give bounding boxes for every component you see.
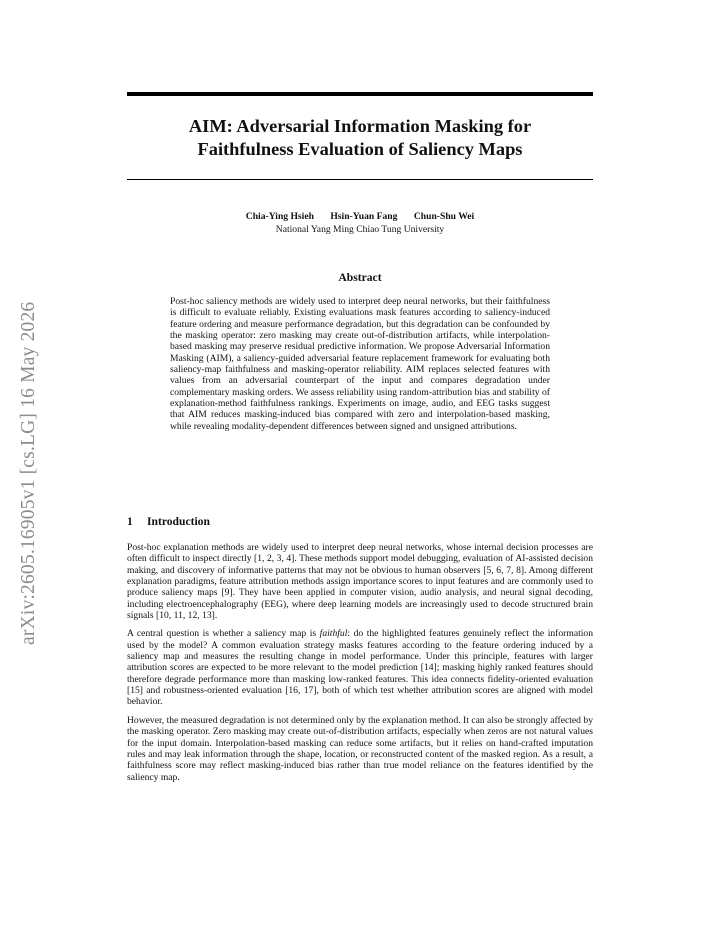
paragraph-2-start: A central question is whether a saliency map is [127,628,320,640]
emphasized-term: faithful [319,628,348,640]
paper-title [127,115,593,161]
author-name: Chun-Shu Wei [413,211,475,222]
paragraph-2-rest: : do the highlighted features genuinely reflect the information used by the model? A common evaluation strategy masks features according to the feature ordering induced by a saliency map and measures the resulting change in model performance. Under this principle, features with larger attribution scores are expected to be more relevant to the model prediction [14]; masking highly ranked features should therefore degrade performance more than masking low-ranked features. This idea connects fidelity-oriented evaluation [15] and robustness-oriented evaluation [16, 17], both of which test whether attribution scores are aligned with model behavior. [127,628,593,708]
paragraph-3: However, the measured degradation is not determined only by the explanation method. It can also be strongly affected by the masking operator. Zero masking may create out-of-distribution artifacts, especially when zeros are not natural values for the input domain. Interpolation-based masking can reduce some artifacts, but it relies on hand-crafted imputation rules and may leak information through the shape, location, or reconstructed content of the masked region. As a result, a faithfulness score may reflect masking-induced bias rather than true model reliance on the features identified by the saliency map. [127,714,593,783]
title-bottom-rule [127,179,593,180]
arxiv-identifier-stamp: arXiv:2605.16905v1 [cs.LG] 16 May 2026 [18,301,39,645]
paragraph-2 [127,628,593,707]
section-title: Introduction [147,515,210,528]
author-list [127,211,593,223]
title-line-1: AIM: Adversarial Information Masking for [188,116,532,136]
paragraph-1: Post-hoc explanation methods are widely used to interpret deep neural networks, whose internal decision processes are often difficult to inspect directly [1, 2, 3, 4]. These methods support model debugging, evaluation of AI-assisted decision making, and discovery of informative patterns that may not be obvious to human observers [5, 6, 7, 8]. Among different explanation paradigms, feature attribution methods assign importance scores to input features and are commonly used to produce saliency maps [9]. They have been applied in computer vision, audio analysis, and neural signal decoding, including electroencephalography (EEG), where deep learning models are increasingly used to decode structured brain signals [10, 11, 12, 13]. [127,542,593,622]
title-line-2: Faithfulness Evaluation of Saliency Maps [197,139,523,159]
author-name: Hsin-Yuan Fang [330,211,398,222]
abstract-text: Post-hoc saliency methods are widely used to interpret deep neural networks, but their faithfulness is difficult to evaluate reliably. Existing evaluations mask features according to saliency-induced feature ordering and measure performance degradation, but this degradation can be confounded by the masking operator: zero masking may create out-of-distribution artifacts, while interpolation-based masking may preserve residual predictive information. We propose Adversarial Information Masking (AIM), a saliency-guided adversarial feature replacement framework for evaluating both saliency-map faithfulness and masking-operator reliability. AIM replaces selected features with values from an adversarial counterpart of the input and compares degradation under complementary masking orders. We assess reliability using random-attribution bias and stability of explanation-method faithfulness rankings. Experiments on image, audio, and EEG tasks suggest that AIM reduces masking-induced bias compared with zero and interpolation-based masking, while revealing modality-dependent differences between signed and unsigned attributions. [170,296,550,432]
abstract-heading: Abstract [338,271,382,284]
introduction-body [127,542,593,790]
author-affiliation: National Yang Ming Chiao Tung University [275,224,445,235]
title-top-rule [127,92,593,96]
section-number: 1 [127,515,133,528]
section-heading-introduction [127,515,210,529]
author-name: Chia-Ying Hsieh [245,211,314,222]
